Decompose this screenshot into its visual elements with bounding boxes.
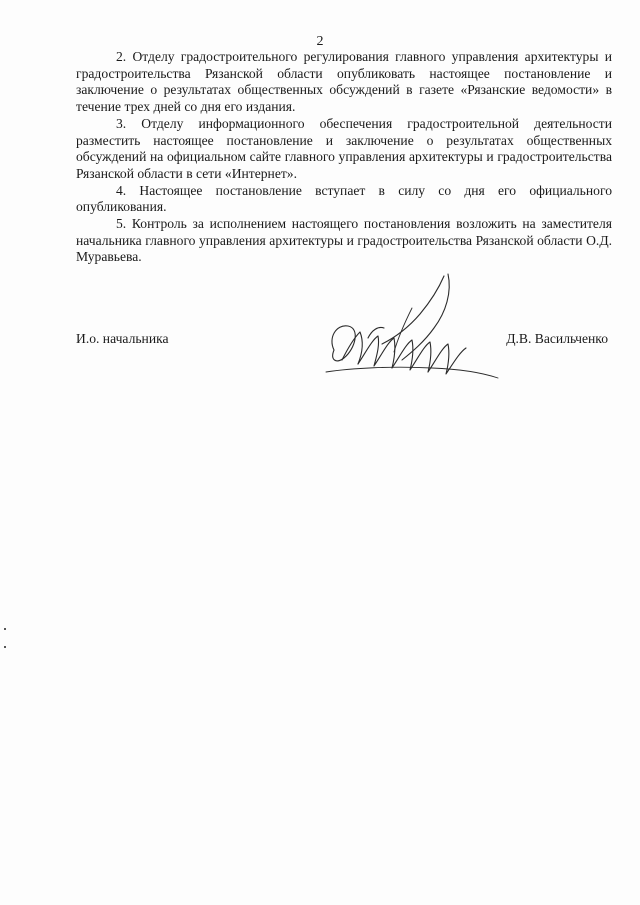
page-number: 2 bbox=[316, 34, 324, 49]
paragraph-5: 5. Контроль за исполнением настоящего постановления возложить на заместителя начальника главного управления архитектуры и градостроительства Рязанской области О.Д. Муравьева. bbox=[76, 216, 612, 265]
scan-speck bbox=[4, 646, 6, 648]
signatory-name: Д.В. Васильченко bbox=[506, 331, 608, 346]
paragraph-4: 4. Настоящее постановление вступает в силу со дня его официального опубликования. bbox=[76, 182, 612, 215]
signature-block bbox=[76, 331, 612, 351]
paragraph-3: 3. Отделу информационного обеспечения градостроительной деятельности разместить настоящее постановление и заключение о результатах общественных обсуждений на официальном сайте главного управления архитектуры и градостроительства Рязанской области в сети «Интернет». bbox=[76, 115, 612, 181]
signatory-title: И.о. начальника bbox=[76, 331, 169, 346]
handwritten-signature bbox=[312, 268, 502, 388]
paragraph-2: 2. Отделу градостроительного регулирования главного управления архитектуры и градостроительства Рязанской области опубликовать настоящее постановление и заключение о результатах общественных обсуждений в газете «Рязанские ведомости» в течение трех дней со дня его издания. bbox=[76, 49, 612, 115]
document-body bbox=[76, 49, 612, 266]
scan-speck bbox=[4, 628, 6, 630]
